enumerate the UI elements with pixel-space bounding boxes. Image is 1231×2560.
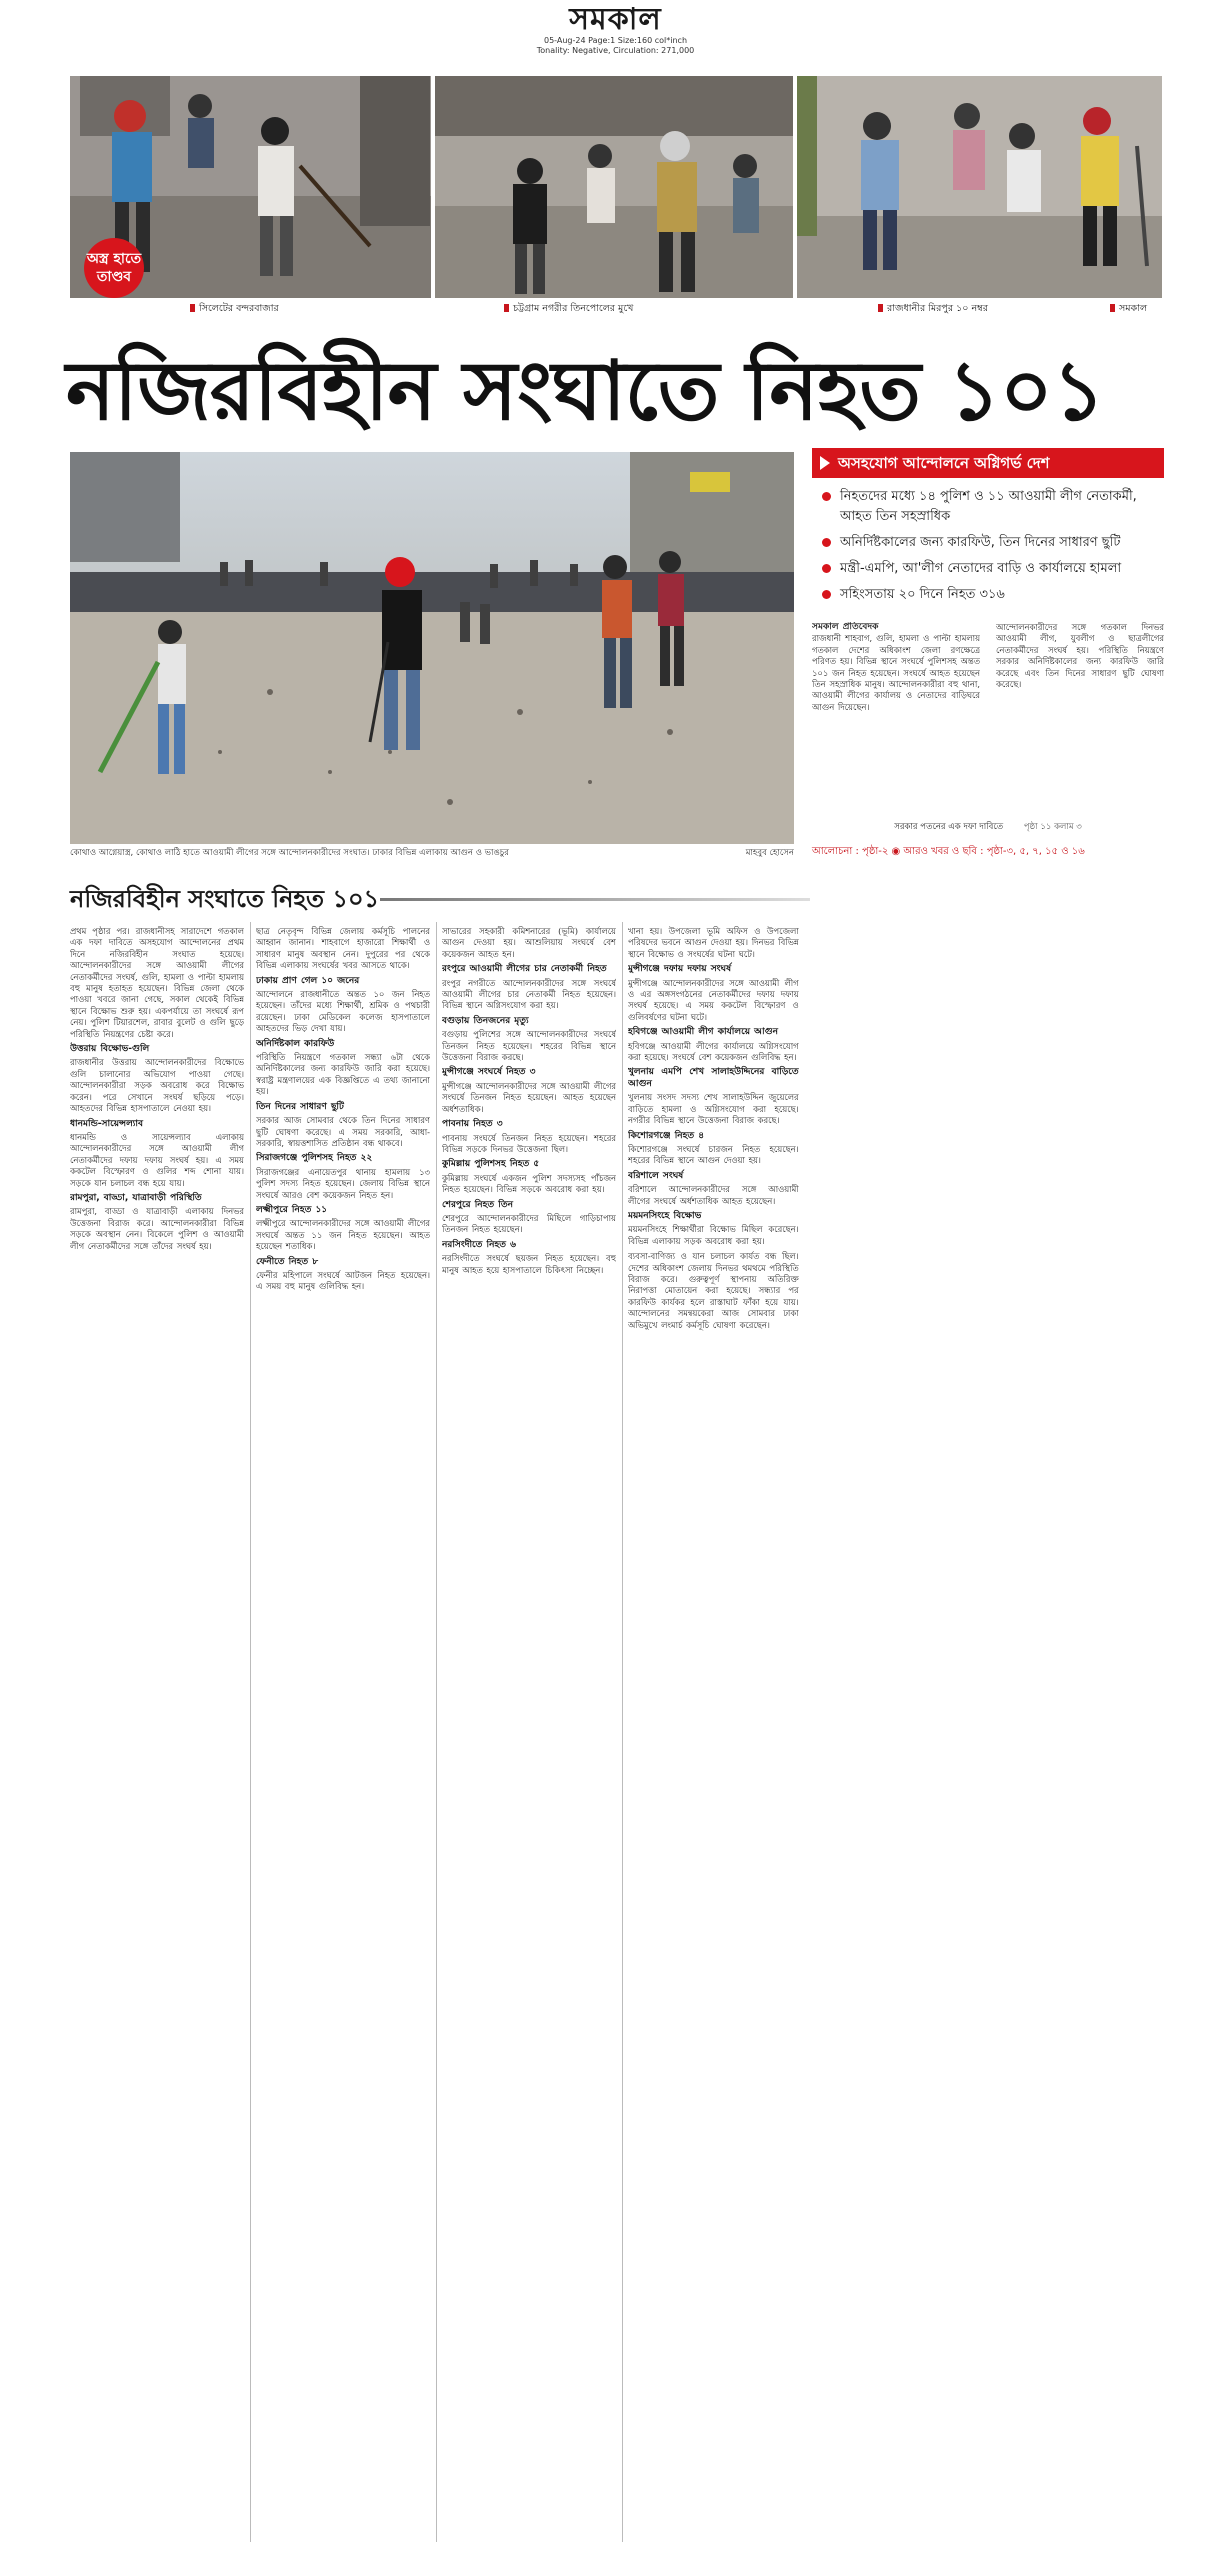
section-text: বগুড়ায় পুলিশের সঙ্গে আন্দোলনকারীদের সংঘর্ষে তিনজন নিহত হয়েছেন। শহরের বিভিন্ন স্থানে উত্তেজনা বিরাজ করছে। xyxy=(442,1029,616,1063)
section-text: রংপুর নগরীতে আন্দোলনকারীদের সঙ্গে সংঘর্ষে আওয়ামী লীগের চার নেতাকর্মী নিহত হয়েছেন। বিভিন্ন স্থানে অগ্নিসংযোগ করা হয়। xyxy=(442,977,616,1011)
body-column-2-text xyxy=(256,922,430,2542)
masthead xyxy=(0,0,1231,64)
section-text: হবিগঞ্জে আওয়ামী লীগের কার্যালয়ে অগ্নিসংযোগ করা হয়েছে। সংঘর্ষে বেশ কয়েকজন গুলিবিদ্ধ হন। xyxy=(628,1040,799,1063)
section-head: মুন্সীগঞ্জে সংঘর্ষে নিহত ৩ xyxy=(442,1067,536,1078)
continuation-headline: নজিরবিহীন সংঘাতে নিহত ১০১ xyxy=(70,884,380,913)
body-column-3-text xyxy=(442,922,616,2542)
section-text: ফেনীর মহিপালে সংঘর্ষে আটজন নিহত হয়েছেন। এ সময় বহু মানুষ গুলিবিদ্ধ হন। xyxy=(256,1269,430,1292)
lead-column-2 xyxy=(996,622,1164,840)
section-head: রামপুরা, বাড্ডা, যাত্রাবাড়ী পরিস্থিতি xyxy=(70,1192,202,1203)
section-text: ময়মনসিংহে শিক্ষার্থীরা বিক্ষোভ মিছিল করেছেন। বিভিন্ন এলাকায় সড়ক অবরোধ করা হয়। xyxy=(628,1224,799,1246)
clipping-meta-tonality: Tonality: Negative, Circulation: 271,000 xyxy=(536,46,695,55)
section-text: ধানমন্ডি ও সায়েন্সল্যাব এলাকায় আন্দোলনকারীদের সঙ্গে আওয়ামী লীগ নেতাকর্মীদের দফায় দফায় সংঘর্ষ হয়। এ সময় ককটেল বিস্ফোরণ ও গুলির শব্দ শোনা যায়। সড়কে যান চলাচল বন্ধ হয়ে যায়। xyxy=(70,1131,244,1188)
photo-chattogram xyxy=(435,76,793,298)
photo-strip xyxy=(70,76,1162,298)
section-text: সরকার আজ সোমবার থেকে তিন দিনের সাধারণ ছুটি ঘোষণা করেছে। এ সময় সরকারি, আধা-সরকারি, স্বায়ত্তশাসিত প্রতিষ্ঠান বন্ধ থাকবে। xyxy=(256,1115,430,1148)
body-column-2 xyxy=(256,922,430,2542)
photo-strip-captions xyxy=(70,300,1162,316)
inside-pages-bar: আলোচনা : পৃষ্ঠা-২ ◉ আরও খবর ও ছবি : পৃষ্ঠা-৩, ৫, ৭, ১৫ ও ১৬ xyxy=(812,846,1085,857)
byline: সমকাল প্রতিবেদক xyxy=(812,622,879,632)
section-text: মুন্সীগঞ্জে আন্দোলনকারীদের সঙ্গে আওয়ামী লীগ ও এর অঙ্গসংগঠনের নেতাকর্মীদের দফায় দফায় সংঘর্ষ হয়েছে। এ সময় ককটেল বিস্ফোরণ ও গুলিবর্ষণের ঘটনা ঘটে। xyxy=(628,977,799,1022)
section-head: শেরপুরে নিহত তিন xyxy=(442,1199,513,1210)
section-head: নরসিংদীতে নিহত ৬ xyxy=(442,1239,516,1250)
section-text: শেরপুরে আন্দোলনকারীদের মিছিলে গাড়িচাপায় তিনজন নিহত হয়েছেন। xyxy=(442,1212,616,1235)
column-divider xyxy=(436,922,437,2542)
section-text: পরিস্থিতি নিয়ন্ত্রণে গতকাল সন্ধ্যা ৬টা থেকে অনির্দিষ্টকালের জন্য কারফিউ জারি করা হয়েছে। স্বরাষ্ট্র মন্ত্রণালয়ের এক বিজ্ঞপ্তিতে এ তথ্য জানানো হয়। xyxy=(256,1052,430,1097)
body-column-4 xyxy=(628,922,1164,2542)
turn-text: সরকার পতনের এক দফা দাবিতে xyxy=(894,822,1004,832)
section-head: ধানমন্ডি-সায়েন্সল্যাব xyxy=(70,1118,144,1129)
section-text: ছাত্র নেতৃবৃন্দ বিভিন্ন জেলায় কর্মসূচি পালনের আহ্বান জানান। শাহবাগে হাজারো শিক্ষার্থী ও সাধারণ মানুষ অবস্থান নেন। দুপুরের পর থেকে বিভিন্ন এলাকায় সংঘর্ষের খবর আসতে থাকে। xyxy=(256,926,430,971)
highlight-item: সহিংসতায় ২০ দিনে নিহত ৩১৬ xyxy=(812,582,1164,608)
body-column-1-text xyxy=(70,922,244,2542)
body-column-4-text xyxy=(628,922,1164,2542)
section-head: ফেনীতে নিহত ৮ xyxy=(256,1256,319,1267)
section-head: পাবনায় নিহত ৩ xyxy=(442,1119,503,1130)
turn-line xyxy=(812,820,1164,834)
main-headline: নজিরবিহীন সংঘাতে নিহত ১০১ xyxy=(66,343,1105,439)
photo-sylhet xyxy=(70,76,431,298)
section-head: বরিশালে সংঘর্ষ xyxy=(628,1170,684,1181)
sidebar-highlights xyxy=(812,448,1164,648)
body-column-3 xyxy=(442,922,616,2542)
section-text: আন্দোলনে রাজধানীতে অন্তত ১০ জন নিহত হয়েছেন। তাঁদের মধ্যে শিক্ষার্থী, শ্রমিক ও পথচারী রয়েছেন। ঢাকা মেডিকেল কলেজ হাসপাতালে আহতদের ভিড় দেখা যায়। xyxy=(256,989,430,1034)
clipping-meta-date: 05-Aug-24 Page:1 Size:160 col*inch xyxy=(543,36,688,45)
section-text: কিশোরগঞ্জে সংঘর্ষে চারজন নিহত হয়েছেন। শহরের বিভিন্ন স্থানে আগুন দেওয়া হয়। xyxy=(628,1143,799,1166)
sidebar-banner: অসহযোগ আন্দোলনে অগ্নিগর্ভ দেশ xyxy=(812,448,1164,478)
caption-sylhet: সিলেটের বন্দরবাজার xyxy=(190,302,279,317)
section-text: বরিশালে আন্দোলনকারীদের সঙ্গে আওয়ামী লীগের সংঘর্ষে অর্ধশতাধিক আহত হয়েছেন। xyxy=(628,1184,799,1206)
lead-column-1 xyxy=(812,622,980,840)
section-head: হবিগঞ্জে আওয়ামী লীগ কার্যালয়ে আগুন xyxy=(628,1027,779,1038)
section-text: সিরাজগঞ্জের এনায়েতপুর থানায় হামলায় ১৩ পুলিশ সদস্য নিহত হয়েছেন। জেলায় বিভিন্ন স্থানে সংঘর্ষে আরও বেশ কয়েকজন নিহত হন। xyxy=(256,1166,430,1200)
photo-credit: সমকাল xyxy=(1110,302,1147,317)
section-text: সাভারের সহকারী কমিশনারের (ভূমি) কার্যালয়ে আগুন দেওয়া হয়। আশুলিয়ায় সংঘর্ষে বেশ কয়েকজন আহত হন। xyxy=(442,926,616,959)
section-text: প্রথম পৃষ্ঠার পর। রাজধানীসহ সারাদেশে গতকাল এক দফা দাবিতে অসহযোগ আন্দোলনের প্রথম দিনে নজিরবিহীন সংঘাত হয়েছে। আন্দোলনকারীদের সঙ্গে আওয়ামী লীগের নেতাকর্মীদের সংঘর্ষ, গুলি, হামলা ও পাল্টা হামলায় বহু মানুষ হতাহত হয়েছেন। বিভিন্ন জেলা থেকে পাওয়া খবরে জানা গেছে, সকাল থেকেই বিভিন্ন স্থানে বিক্ষোভ শুরু হয়। একপর্যায়ে তা সংঘর্ষে রূপ নেয়। পুলিশ টিয়ারশেল, রাবার বুলেট ও গুলি ছুড়ে পরিস্থিতি নিয়ন্ত্রণের চেষ্টা করে। xyxy=(70,926,244,1039)
column-divider xyxy=(622,922,623,2542)
section-text: রাজধানীর উত্তরায় আন্দোলনকারীদের বিক্ষোভে গুলি চালানোর অভিযোগ পাওয়া গেছে। আন্দোলনকারীরা সড়ক অবরোধ করে বিক্ষোভ করেন। পরে সেখানে সংঘর্ষ ছড়িয়ে পড়ে। আহতদের বিভিন্ন হাসপাতালে নেওয়া হয়। xyxy=(70,1057,244,1114)
lead-text-2: আন্দোলনকারীদের সঙ্গে গতকাল দিনভর আওয়ামী লীগ, যুবলীগ ও ছাত্রলীগের নেতাকর্মীদের সংঘর্ষ হয়। পরিস্থিতি নিয়ন্ত্রণে সরকার অনির্দিষ্টকালের জন্য কারফিউ জারি করেছে এবং তিন দিনের সাধারণ ছুটি ঘোষণা করেছে। xyxy=(996,622,1164,690)
section-text: লক্ষ্মীপুরে আন্দোলনকারীদের সঙ্গে আওয়ামী লীগের সংঘর্ষে অন্তত ১১ জন নিহত হয়েছেন। আহত হয়েছেন শতাধিক। xyxy=(256,1218,430,1252)
photo-mirpur xyxy=(797,76,1162,298)
main-photo-caption xyxy=(70,846,794,860)
section-head: উত্তরায় বিক্ষোভ-গুলি xyxy=(70,1044,150,1055)
badge-line-2: তাণ্ডব xyxy=(96,269,132,285)
caption-mirpur: রাজধানীর মিরপুর ১০ নম্বর xyxy=(878,302,988,317)
caption-chattogram: চট্টগ্রাম নগরীর তিনপোলের মুখে xyxy=(504,302,633,317)
continuation-rule xyxy=(380,898,810,901)
lead-article xyxy=(812,622,1164,840)
highlight-item: নিহতদের মধ্যে ১৪ পুলিশ ও ১১ আওয়ামী লীগ নেতাকর্মী, আহত তিন সহস্রাধিক xyxy=(812,484,1164,530)
main-photo xyxy=(70,452,794,844)
section-head: ময়মনসিংহে বিক্ষোভ xyxy=(628,1210,702,1221)
section-text: ব্যবসা-বাণিজ্য ও যান চলাচল কার্যত বন্ধ ছিল। দেশের অধিকাংশ জেলায় দিনভর থমথমে পরিস্থিতি বিরাজ করে। গুরুত্বপূর্ণ স্থাপনায় অতিরিক্ত নিরাপত্তা মোতায়েন করা হয়েছে। সন্ধ্যার পর কারফিউ কার্যকর হলে রাস্তাঘাট ফাঁকা হয়ে যায়। আন্দোলনের সমন্বয়কেরা আজ সোমবার ঢাকা অভিমুখে লংমার্চ কর্মসূচি ঘোষণা করেছেন। xyxy=(628,1251,799,1330)
body-column-1 xyxy=(70,922,244,2542)
section-head: তিন দিনের সাধারণ ছুটি xyxy=(256,1101,344,1112)
section-text: মুন্সীগঞ্জে আন্দোলনকারীদের সঙ্গে আওয়ামী লীগের সংঘর্ষে তিনজন নিহত হয়েছেন। আহত হয়েছেন অর্ধশতাধিক। xyxy=(442,1080,616,1114)
section-head: বগুড়ায় তিনজনের মৃত্যু xyxy=(442,1015,529,1026)
section-head: ঢাকায় প্রাণ গেল ১০ জনের xyxy=(256,975,360,986)
newspaper-logo: সমকাল xyxy=(569,2,662,37)
section-head: লক্ষ্মীপুরে নিহত ১১ xyxy=(256,1204,328,1215)
highlight-item: মন্ত্রী-এমপি, আ'লীগ নেতাদের বাড়ি ও কার্যালয়ে হামলা xyxy=(812,556,1164,582)
badge-line-1: অস্ত্র হাতে xyxy=(86,251,142,267)
highlights-list xyxy=(812,478,1164,608)
section-text: রামপুরা, বাড্ডা ও যাত্রাবাড়ী এলাকায় দিনভর উত্তেজনা বিরাজ করে। আন্দোলনকারীরা বিভিন্ন সড়কে অবস্থান নেন। বিকেলে পুলিশ ও আওয়ামী লীগ নেতাকর্মীদের সঙ্গে তাঁদের সংঘর্ষ হয়। xyxy=(70,1206,244,1251)
badge-armed-mayhem xyxy=(84,238,144,298)
section-text: কুমিল্লায় সংঘর্ষে একজন পুলিশ সদস্যসহ পাঁচজন নিহত হয়েছেন। বিভিন্ন সড়কে অবরোধ করা হয়। xyxy=(442,1172,616,1195)
section-text: খুলনায় সংসদ সদস্য শেখ সালাহউদ্দিন জুয়েলের বাড়িতে হামলা ও অগ্নিসংযোগ করা হয়েছে। নগরীর বিভিন্ন স্থানে উত্তেজনা বিরাজ করছে। xyxy=(628,1092,799,1126)
section-head: সিরাজগঞ্জে পুলিশসহ নিহত ২২ xyxy=(256,1153,373,1164)
main-photo-credit: মাহবুব হোসেন xyxy=(745,848,794,858)
main-photo-caption-text: কোথাও আগ্নেয়াস্ত্র, কোথাও লাঠি হাতে আওয়ামী লীগের সঙ্গে আন্দোলনকারীদের সংঘাত। ঢাকার বিভিন্ন এলাকায় আগুন ও ভাঙচুর xyxy=(70,848,509,858)
lead-text-1: রাজধানী শাহবাগ, গুলি, হামলা ও পাল্টা হামলায় গতকাল দেশের অধিকাংশ জেলা রণক্ষেত্রে পরিণত হয়। বিভিন্ন স্থানে সংঘর্ষে পুলিশসহ অন্তত ১০১ জন নিহত হয়েছেন। সংঘর্ষে আহত হয়েছেন তিন সহস্রাধিক মানুষ। আন্দোলনকারীরা বহু থানা, আওয়ামী লীগের কার্যালয় ও নেতাদের বাড়িঘরে আগুন দিয়েছেন। xyxy=(812,633,980,712)
section-head: মুন্সীগঞ্জে দফায় দফায় সংঘর্ষ xyxy=(628,964,732,975)
section-head: খুলনায় এমপি শেখ সালাহউদ্দিনের বাড়িতে আগুন xyxy=(628,1067,799,1089)
section-head: কুমিল্লায় পুলিশসহ নিহত ৫ xyxy=(442,1159,540,1170)
section-text: খানা হয়। উপজেলা ভূমি অফিস ও উপজেলা পরিষদের ভবনে আগুন দেওয়া হয়। দিনভর বিভিন্ন স্থানে বিক্ষোভ ও সংঘর্ষের ঘটনা ঘটে। xyxy=(628,926,799,959)
section-head: অনির্দিষ্টকাল কারফিউ xyxy=(256,1038,335,1049)
column-divider xyxy=(250,922,251,2542)
section-text: পাবনায় সংঘর্ষে তিনজন নিহত হয়েছেন। শহরের বিভিন্ন সড়কে দিনভর উত্তেজনা ছিল। xyxy=(442,1132,616,1154)
section-head: রংপুরে আওয়ামী লীগের চার নেতাকর্মী নিহত xyxy=(442,964,607,975)
highlight-item: অনির্দিষ্টকালের জন্য কারফিউ, তিন দিনের সাধারণ ছুটি xyxy=(812,530,1164,556)
turn-page: পৃষ্ঠা ১১ কলাম ৩ xyxy=(1023,822,1082,832)
section-head: কিশোরগঞ্জে নিহত ৪ xyxy=(628,1130,705,1141)
section-text: নরসিংদীতে সংঘর্ষে ছয়জন নিহত হয়েছেন। বহু মানুষ আহত হয়ে হাসপাতালে চিকিৎসা নিচ্ছেন। xyxy=(442,1253,616,1275)
